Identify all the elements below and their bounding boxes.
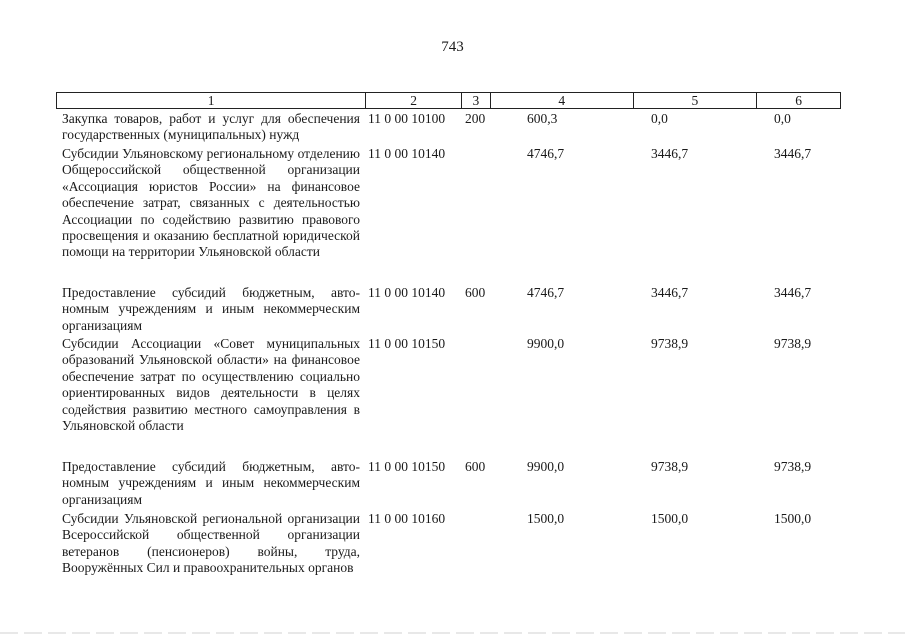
- row-value-col6: 3446,7: [774, 146, 812, 161]
- column-header-1: 1: [57, 93, 366, 108]
- row-code: 11 0 00 10140: [368, 146, 446, 161]
- table-row: [56, 111, 846, 146]
- row-name: Предоставление субсидий бюджетным, автономным учреждениям и иным некоммерческим организациям: [62, 459, 360, 507]
- row-code: 11 0 00 10150: [368, 459, 446, 474]
- row-value-col5: 9738,9: [651, 336, 689, 351]
- row-code: 11 0 00 10150: [368, 336, 446, 351]
- row-value-col4: 4746,7: [527, 285, 565, 300]
- row-value-col6: 0,0: [774, 111, 791, 126]
- row-name: Субсидии Ульяновской региональной организации Всероссийской общественной организации ветеранов (пенсионеров) войны, труда, Вооружённых Сил и правоохранительных органов: [62, 511, 360, 576]
- row-code: 11 0 00 10160: [368, 511, 446, 526]
- row-code: 11 0 00 10140: [368, 285, 446, 300]
- column-header-2: 2: [366, 93, 462, 108]
- row-name: Предоставление субсидий бюджетным, автономным учреждениям и иным некоммерческим организациям: [62, 285, 360, 333]
- column-header-3: 3: [462, 93, 491, 108]
- row-value-col4: 600,3: [527, 111, 558, 126]
- row-value-col5: 0,0: [651, 111, 668, 126]
- column-header-6: 6: [795, 93, 802, 108]
- row-value-col4: 9900,0: [527, 459, 565, 474]
- row-value-col4: 4746,7: [527, 146, 565, 161]
- row-value-col5: 3446,7: [651, 146, 689, 161]
- row-expense-type: [460, 511, 492, 601]
- row-name: Закупка товаров, работ и услуг для обеспечения государственных (муниципальных) нужд: [62, 111, 360, 143]
- table-header: [56, 92, 841, 109]
- column-header-4: 4: [491, 93, 634, 108]
- row-value-col5: 9738,9: [651, 459, 689, 474]
- row-value-col6: 9738,9: [774, 459, 812, 474]
- row-value-col6: 1500,0: [774, 511, 812, 526]
- table-row: [56, 146, 846, 285]
- row-expense-type: [460, 336, 492, 459]
- scan-artifact-strip: [0, 632, 905, 634]
- row-code: 11 0 00 10100: [368, 111, 446, 126]
- row-value-col5: 3446,7: [651, 285, 689, 300]
- row-expense-type: 600: [465, 285, 486, 300]
- table-row: [56, 511, 846, 601]
- row-expense-type: 200: [465, 111, 486, 126]
- row-name: Субсидии Ассоциации «Совет муниципальных образований Ульяновской области» на финансовое обеспечение затрат по осуществлению социально ориентированных видов деятельности в целях содействия развитию местного самоуправления в Ульяновской области: [62, 336, 360, 434]
- row-value-col4: 9900,0: [527, 336, 565, 351]
- row-value-col5: 1500,0: [651, 511, 689, 526]
- table-row: [56, 336, 846, 459]
- row-expense-type: 600: [465, 459, 486, 474]
- table-body: [56, 111, 846, 601]
- table-row: [56, 285, 846, 336]
- column-header-5: 5: [634, 93, 758, 108]
- row-expense-type: [460, 146, 492, 285]
- row-value-col4: 1500,0: [527, 511, 565, 526]
- row-value-col6: 9738,9: [774, 336, 812, 351]
- row-name: Субсидии Ульяновскому региональному отделению Общероссийской общественной организации «Ассоциация юристов России» на финансовое обеспечение затрат, связанных с деятельностью Ассоциации по содействию развитию правового просвещения и оказанию бесплатной юридической помощи на территории Ульяновской области: [62, 146, 360, 260]
- table-row: [56, 459, 846, 511]
- page-number: 743: [441, 39, 464, 55]
- row-value-col6: 3446,7: [774, 285, 812, 300]
